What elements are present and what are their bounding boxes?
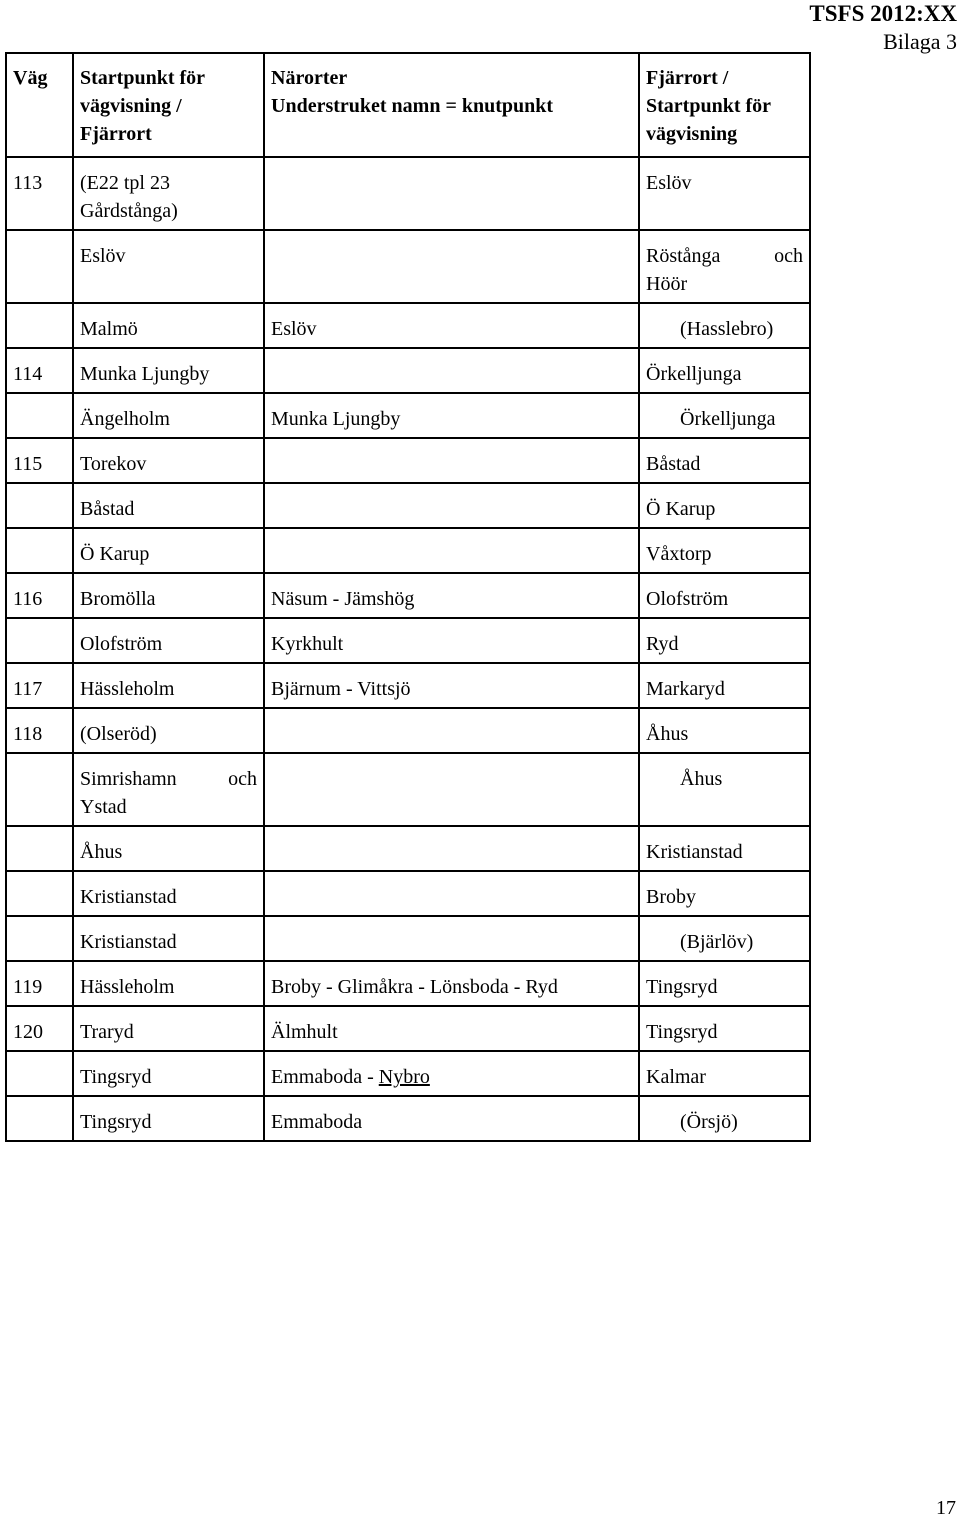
destination-cell: Tingsryd: [639, 961, 810, 1006]
table-row: [6, 826, 810, 871]
table-row: [6, 1006, 810, 1051]
header-far: [639, 53, 810, 157]
start-point-cell: Åhus: [73, 826, 264, 871]
destination-text: (Hasslebro): [680, 318, 774, 340]
near-places-cell: [264, 871, 639, 916]
start-point-cell: Tingsryd: [73, 1051, 264, 1096]
start-point-line: Ystad: [80, 796, 127, 818]
near-places-cell: Emmaboda: [264, 1096, 639, 1141]
document-header: [809, 0, 957, 56]
table-row: [6, 916, 810, 961]
road-number-cell: [6, 230, 73, 303]
start-point-cell: Munka Ljungby: [73, 348, 264, 393]
destination-text: (Bjärlöv): [680, 931, 754, 953]
near-places-cell: [264, 916, 639, 961]
road-number-cell: [6, 871, 73, 916]
table-row: [6, 573, 810, 618]
table-row: [6, 303, 810, 348]
table-row: [6, 1051, 810, 1096]
destination-cell: [639, 1096, 810, 1141]
destination-cell: Ö Karup: [639, 483, 810, 528]
header-start-line3: Fjärrort: [80, 123, 152, 145]
destination-cell: Markaryd: [639, 663, 810, 708]
table-row: [6, 528, 810, 573]
table-row: [6, 753, 810, 826]
route-signage-table: [5, 52, 811, 1142]
table-row: [6, 1096, 810, 1141]
start-point-cell: Torekov: [73, 438, 264, 483]
header-near-line1: Närorter: [271, 67, 348, 89]
table-row: [6, 618, 810, 663]
page-number: 17: [936, 1497, 956, 1519]
destination-line: Höör: [646, 273, 688, 295]
header-near-line2: Understruket namn = knutpunkt: [271, 95, 554, 117]
start-point-cell: Ängelholm: [73, 393, 264, 438]
header-near: [264, 53, 639, 157]
start-point-line: Simrishamn och: [80, 768, 257, 790]
start-point-cell: Eslöv: [73, 230, 264, 303]
near-places-cell: [264, 753, 639, 826]
near-places-cell: [264, 528, 639, 573]
start-point-cell: Bromölla: [73, 573, 264, 618]
header-far-line2: Startpunkt för: [646, 95, 772, 117]
destination-text: Åhus: [680, 768, 723, 790]
table-row: [6, 663, 810, 708]
near-places-cell: [264, 483, 639, 528]
start-point-cell: Kristianstad: [73, 916, 264, 961]
near-places-cell: Kyrkhult: [264, 618, 639, 663]
road-number-cell: [6, 303, 73, 348]
header-road-label: Väg: [13, 67, 48, 89]
near-places-cell: Eslöv: [264, 303, 639, 348]
destination-cell: Broby: [639, 871, 810, 916]
table-row: [6, 438, 810, 483]
table-header-row: [6, 53, 810, 157]
destination-cell: Tingsryd: [639, 1006, 810, 1051]
table-row: [6, 393, 810, 438]
document-code: TSFS 2012:XX: [809, 1, 957, 26]
destination-cell: [639, 393, 810, 438]
destination-line: Röstånga och: [646, 245, 803, 267]
table-row: [6, 708, 810, 753]
near-places-cell: [264, 348, 639, 393]
near-places-cell: [264, 157, 639, 230]
destination-cell: Båstad: [639, 438, 810, 483]
destination-cell: Kristianstad: [639, 826, 810, 871]
road-number-cell: 117: [6, 663, 73, 708]
road-number-cell: [6, 916, 73, 961]
destination-cell: [639, 303, 810, 348]
start-point-cell: (Olseröd): [73, 708, 264, 753]
start-point-cell: Malmö: [73, 303, 264, 348]
near-places-cell: Munka Ljungby: [264, 393, 639, 438]
start-point-cell: Kristianstad: [73, 871, 264, 916]
start-point-cell: [73, 753, 264, 826]
road-number-cell: 120: [6, 1006, 73, 1051]
near-places-cell: Bjärnum - Vittsjö: [264, 663, 639, 708]
start-point-cell: Traryd: [73, 1006, 264, 1051]
road-number-cell: [6, 528, 73, 573]
start-point-cell: Hässleholm: [73, 663, 264, 708]
road-number-cell: 115: [6, 438, 73, 483]
table-row: [6, 348, 810, 393]
near-places-cell: [264, 708, 639, 753]
road-number-cell: [6, 483, 73, 528]
road-number-cell: [6, 618, 73, 663]
table-row: [6, 230, 810, 303]
table-body: [6, 157, 810, 1141]
destination-text: (Örsjö): [680, 1111, 738, 1133]
road-number-cell: 118: [6, 708, 73, 753]
near-places-cell: Broby - Glimåkra - Lönsboda - Ryd: [264, 961, 639, 1006]
table-row: [6, 157, 810, 230]
header-road: [6, 53, 73, 157]
table-row: [6, 483, 810, 528]
destination-cell: [639, 230, 810, 303]
destination-text: Örkelljunga: [680, 408, 776, 430]
destination-cell: Ryd: [639, 618, 810, 663]
destination-cell: Kalmar: [639, 1051, 810, 1096]
near-places-cell: [264, 230, 639, 303]
road-number-cell: [6, 1096, 73, 1141]
road-number-cell: 114: [6, 348, 73, 393]
destination-cell: Åhus: [639, 708, 810, 753]
start-point-cell: Hässleholm: [73, 961, 264, 1006]
near-places-cell: Näsum - Jämshög: [264, 573, 639, 618]
road-number-cell: 116: [6, 573, 73, 618]
near-places-cell: [264, 1051, 639, 1096]
road-number-cell: [6, 826, 73, 871]
start-point-cell: (E22 tpl 23 Gårdstånga): [73, 157, 264, 230]
road-number-cell: [6, 1051, 73, 1096]
header-start-line1: Startpunkt för: [80, 67, 206, 89]
near-places-cell: [264, 826, 639, 871]
header-start-line2: vägvisning /: [80, 95, 182, 117]
destination-cell: Eslöv: [639, 157, 810, 230]
road-number-cell: [6, 393, 73, 438]
annex-label: Bilaga 3: [883, 29, 957, 54]
destination-cell: [639, 753, 810, 826]
destination-cell: [639, 916, 810, 961]
road-number-cell: 113: [6, 157, 73, 230]
road-number-cell: 119: [6, 961, 73, 1006]
near-places-text: Emmaboda -: [271, 1066, 379, 1088]
header-start: [73, 53, 264, 157]
destination-cell: Örkelljunga: [639, 348, 810, 393]
header-far-line3: vägvisning: [646, 123, 738, 145]
near-places-cell: [264, 438, 639, 483]
header-far-line1: Fjärrort /: [646, 67, 729, 89]
junction-place: Nybro: [378, 1066, 430, 1088]
start-point-cell: Båstad: [73, 483, 264, 528]
start-point-cell: Ö Karup: [73, 528, 264, 573]
destination-cell: Våxtorp: [639, 528, 810, 573]
table-row: [6, 961, 810, 1006]
near-places-cell: Älmhult: [264, 1006, 639, 1051]
table-row: [6, 871, 810, 916]
destination-cell: Olofström: [639, 573, 810, 618]
start-point-cell: Olofström: [73, 618, 264, 663]
road-number-cell: [6, 753, 73, 826]
start-point-cell: Tingsryd: [73, 1096, 264, 1141]
